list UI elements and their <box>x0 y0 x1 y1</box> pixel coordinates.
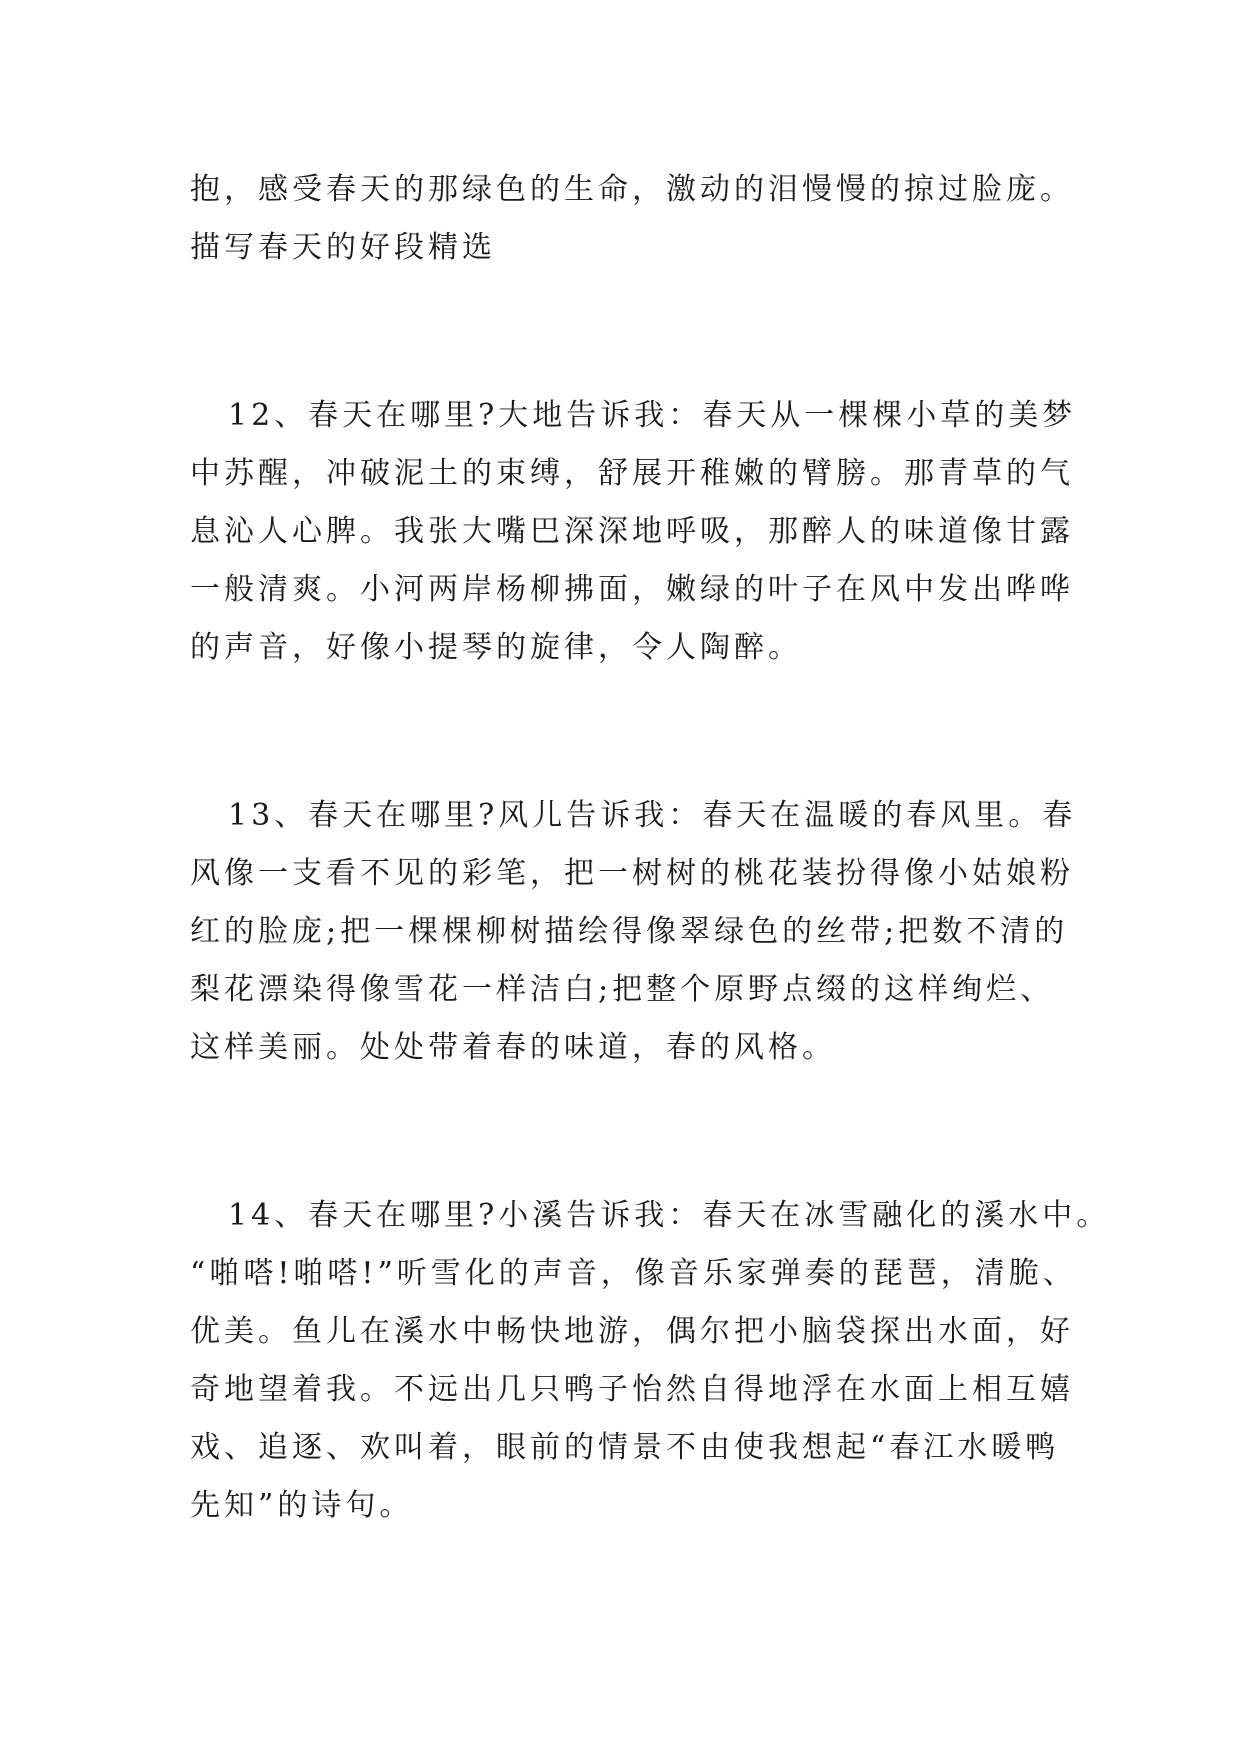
paragraph-12-line: 的声音，好像小提琴的旋律，令人陶醉。 <box>190 630 802 665</box>
paragraph-13-line: 梨花漂染得像雪花一样洁白;把整个原野点缀的这样绚烂、 <box>190 972 1055 1007</box>
intro-line: 抱，感受春天的那绿色的生命，激动的泪慢慢的掠过脸庞。 <box>190 172 1074 207</box>
paragraph-12-line: 息沁人心脾。我张大嘴巴深深地呼吸，那醉人的味道像甘露 <box>190 514 1074 549</box>
paragraph-13-line: 13、春天在哪里?风儿告诉我：春天在温暖的春风里。春 <box>228 798 1077 833</box>
paragraph-13-line: 风像一支看不见的彩笔，把一树树的桃花装扮得像小姑娘粉 <box>190 856 1074 891</box>
paragraph-14-line: “啪嗒!啪嗒!”听雪化的声音，像音乐家弹奏的琵琶，清脆、 <box>190 1256 1077 1291</box>
paragraph-14-line: 14、春天在哪里?小溪告诉我：春天在冰雪融化的溪水中。 <box>228 1198 1111 1233</box>
section-heading: 描写春天的好段精选 <box>190 230 496 265</box>
paragraph-13-line: 这样美丽。处处带着春的味道，春的风格。 <box>190 1030 836 1065</box>
paragraph-13-line: 红的脸庞;把一棵棵柳树描绘得像翠绿色的丝带;把数不清的 <box>190 914 1069 949</box>
paragraph-12-line: 一般清爽。小河两岸杨柳拂面，嫩绿的叶子在风中发出哗哗 <box>190 572 1074 607</box>
paragraph-14-line: 奇地望着我。不远出几只鸭子怡然自得地浮在水面上相互嬉 <box>190 1372 1074 1407</box>
paragraph-14-line: 优美。鱼儿在溪水中畅快地游，偶尔把小脑袋探出水面，好 <box>190 1314 1074 1349</box>
paragraph-14-line: 先知”的诗句。 <box>190 1488 414 1523</box>
paragraph-12-line: 12、春天在哪里?大地告诉我：春天从一棵棵小草的美梦 <box>228 398 1077 433</box>
paragraph-14-line: 戏、追逐、欢叫着，眼前的情景不由使我想起“春江水暖鸭 <box>190 1430 1060 1465</box>
paragraph-12-line: 中苏醒，冲破泥土的束缚，舒展开稚嫩的臂膀。那青草的气 <box>190 456 1074 491</box>
